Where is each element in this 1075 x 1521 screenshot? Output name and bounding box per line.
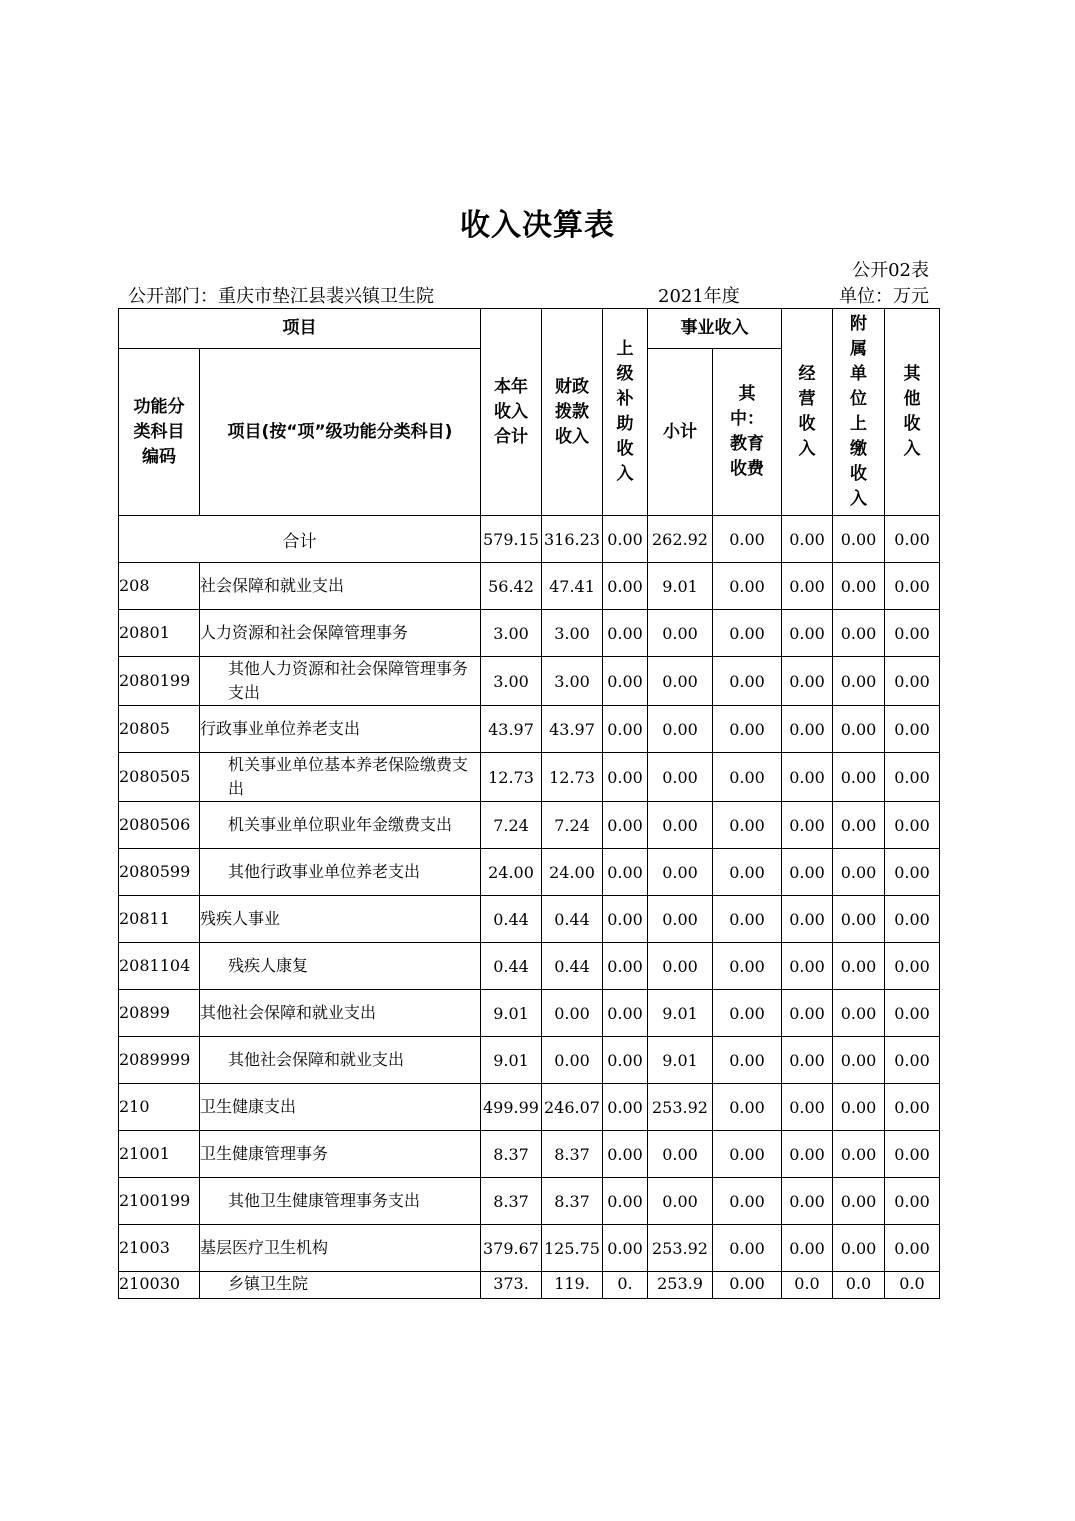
cell-upper: 0.00 <box>603 753 648 802</box>
cell-edu: 0.00 <box>713 802 782 849</box>
cell-subtotal: 0.00 <box>648 610 713 657</box>
cell-subtotal: 0.00 <box>648 706 713 753</box>
unit-label: 单位：万元 <box>839 286 929 307</box>
cell-total: 499.99 <box>481 1084 542 1131</box>
cell-subtotal: 0.00 <box>648 802 713 849</box>
cell-subtotal: 0.00 <box>648 1131 713 1178</box>
cell-affiliated: 0.00 <box>833 610 885 657</box>
cell-fiscal: 0.00 <box>542 990 603 1037</box>
table-row <box>119 610 940 657</box>
cell-operating: 0.00 <box>782 657 833 706</box>
cell-name: 其他社会保障和就业支出 <box>200 990 481 1037</box>
cell-fiscal: 3.00 <box>542 657 603 706</box>
cell-subtotal: 9.01 <box>648 563 713 610</box>
cell-subtotal: 262.92 <box>648 516 713 563</box>
cell-operating: 0.00 <box>782 1037 833 1084</box>
header-item: 项目 <box>119 309 481 349</box>
cell-other: 0.00 <box>885 1178 940 1225</box>
cell-name: 卫生健康管理事务 <box>200 1131 481 1178</box>
cell-upper: 0.00 <box>603 1225 648 1272</box>
cell-fiscal: 246.07 <box>542 1084 603 1131</box>
cell-upper: 0.00 <box>603 657 648 706</box>
table-row <box>119 657 940 706</box>
cell-other: 0.00 <box>885 753 940 802</box>
cell-operating: 0.00 <box>782 1131 833 1178</box>
cell-code: 2080599 <box>119 849 200 896</box>
cell-edu: 0.00 <box>713 1131 782 1178</box>
cell-edu: 0.00 <box>713 1272 782 1299</box>
total-label: 合计 <box>119 516 481 563</box>
cell-other: 0.00 <box>885 1037 940 1084</box>
cell-total: 373. <box>481 1272 542 1299</box>
cell-other: 0.00 <box>885 943 940 990</box>
table-row <box>119 943 940 990</box>
cell-edu: 0.00 <box>713 563 782 610</box>
header-business: 事业收入 <box>648 309 782 349</box>
cell-other: 0.00 <box>885 516 940 563</box>
cell-total: 8.37 <box>481 1131 542 1178</box>
cell-subtotal: 9.01 <box>648 1037 713 1084</box>
cell-code: 2089999 <box>119 1037 200 1084</box>
cell-other: 0.00 <box>885 610 940 657</box>
cell-code: 2081104 <box>119 943 200 990</box>
cell-other: 0.00 <box>885 1084 940 1131</box>
cell-name: 机关事业单位基本养老保险缴费支出 <box>200 753 481 802</box>
table-row <box>119 849 940 896</box>
cell-affiliated: 0.00 <box>833 1225 885 1272</box>
cell-upper: 0.00 <box>603 1178 648 1225</box>
cell-code: 21003 <box>119 1225 200 1272</box>
cell-fiscal: 12.73 <box>542 753 603 802</box>
cell-subtotal: 0.00 <box>648 849 713 896</box>
table-row <box>119 753 940 802</box>
cell-affiliated: 0.00 <box>833 943 885 990</box>
table-row <box>119 563 940 610</box>
cell-name: 残疾人康复 <box>200 943 481 990</box>
cell-code: 208 <box>119 563 200 610</box>
cell-upper: 0.00 <box>603 1131 648 1178</box>
cell-operating: 0.00 <box>782 1225 833 1272</box>
cell-edu: 0.00 <box>713 1225 782 1272</box>
cell-subtotal: 0.00 <box>648 896 713 943</box>
table-row <box>119 896 940 943</box>
cell-total: 56.42 <box>481 563 542 610</box>
cell-subtotal: 253.9 <box>648 1272 713 1299</box>
table-row <box>119 706 940 753</box>
cell-operating: 0.00 <box>782 753 833 802</box>
cell-other: 0.0 <box>885 1272 940 1299</box>
header-item-name: 项目(按“项”级功能分类科目) <box>200 349 481 516</box>
cell-total: 24.00 <box>481 849 542 896</box>
cell-total: 0.44 <box>481 943 542 990</box>
cell-operating: 0.00 <box>782 896 833 943</box>
cell-total: 3.00 <box>481 610 542 657</box>
cell-edu: 0.00 <box>713 753 782 802</box>
cell-upper: 0. <box>603 1272 648 1299</box>
cell-name: 行政事业单位养老支出 <box>200 706 481 753</box>
cell-code: 210030 <box>119 1272 200 1299</box>
cell-affiliated: 0.0 <box>833 1272 885 1299</box>
cell-name: 其他行政事业单位养老支出 <box>200 849 481 896</box>
table-row <box>119 990 940 1037</box>
header-fiscal: 财政拨款收入 <box>542 309 603 516</box>
table-row <box>119 1178 940 1225</box>
cell-operating: 0.00 <box>782 849 833 896</box>
cell-total: 9.01 <box>481 990 542 1037</box>
cell-affiliated: 0.00 <box>833 849 885 896</box>
cell-total: 579.15 <box>481 516 542 563</box>
cell-fiscal: 43.97 <box>542 706 603 753</box>
cell-fiscal: 0.00 <box>542 1037 603 1084</box>
cell-upper: 0.00 <box>603 563 648 610</box>
cell-code: 20805 <box>119 706 200 753</box>
header-upper: 上级补助收入 <box>603 309 648 516</box>
cell-edu: 0.00 <box>713 849 782 896</box>
cell-subtotal: 0.00 <box>648 943 713 990</box>
cell-operating: 0.00 <box>782 990 833 1037</box>
cell-code: 2080505 <box>119 753 200 802</box>
header-affiliated: 附属单位上缴收入 <box>833 309 885 516</box>
cell-affiliated: 0.00 <box>833 1178 885 1225</box>
cell-upper: 0.00 <box>603 610 648 657</box>
cell-code: 2080199 <box>119 657 200 706</box>
cell-other: 0.00 <box>885 1225 940 1272</box>
cell-operating: 0.00 <box>782 706 833 753</box>
cell-upper: 0.00 <box>603 1037 648 1084</box>
income-table <box>118 308 940 1299</box>
cell-fiscal: 3.00 <box>542 610 603 657</box>
cell-name: 其他卫生健康管理事务支出 <box>200 1178 481 1225</box>
header-edu: 其中：教育收费 <box>713 349 782 516</box>
form-number: 公开02表 <box>852 260 929 281</box>
cell-name: 其他人力资源和社会保障管理事务支出 <box>200 657 481 706</box>
cell-fiscal: 119. <box>542 1272 603 1299</box>
cell-operating: 0.00 <box>782 1084 833 1131</box>
cell-total: 0.44 <box>481 896 542 943</box>
cell-fiscal: 316.23 <box>542 516 603 563</box>
table-row <box>119 1131 940 1178</box>
cell-upper: 0.00 <box>603 1084 648 1131</box>
cell-name: 社会保障和就业支出 <box>200 563 481 610</box>
cell-fiscal: 7.24 <box>542 802 603 849</box>
cell-code: 20811 <box>119 896 200 943</box>
cell-subtotal: 0.00 <box>648 753 713 802</box>
header-operating: 经营收入 <box>782 309 833 516</box>
cell-edu: 0.00 <box>713 1037 782 1084</box>
cell-edu: 0.00 <box>713 990 782 1037</box>
header-other: 其他收入 <box>885 309 940 516</box>
cell-upper: 0.00 <box>603 990 648 1037</box>
cell-affiliated: 0.00 <box>833 563 885 610</box>
cell-fiscal: 125.75 <box>542 1225 603 1272</box>
cell-other: 0.00 <box>885 990 940 1037</box>
cell-affiliated: 0.00 <box>833 657 885 706</box>
cell-edu: 0.00 <box>713 657 782 706</box>
cell-total: 3.00 <box>481 657 542 706</box>
header-total: 本年收入合计 <box>481 309 542 516</box>
cell-other: 0.00 <box>885 896 940 943</box>
cell-affiliated: 0.00 <box>833 1131 885 1178</box>
cell-name: 其他社会保障和就业支出 <box>200 1037 481 1084</box>
cell-fiscal: 47.41 <box>542 563 603 610</box>
cell-affiliated: 0.00 <box>833 896 885 943</box>
cell-affiliated: 0.00 <box>833 516 885 563</box>
cell-other: 0.00 <box>885 849 940 896</box>
cell-affiliated: 0.00 <box>833 706 885 753</box>
header-subtotal: 小计 <box>648 349 713 516</box>
cell-edu: 0.00 <box>713 516 782 563</box>
cell-operating: 0.00 <box>782 563 833 610</box>
cell-code: 21001 <box>119 1131 200 1178</box>
cell-upper: 0.00 <box>603 849 648 896</box>
cell-affiliated: 0.00 <box>833 1037 885 1084</box>
cell-subtotal: 9.01 <box>648 990 713 1037</box>
header-func-code: 功能分类科目编码 <box>119 349 200 516</box>
cell-operating: 0.00 <box>782 516 833 563</box>
cell-operating: 0.0 <box>782 1272 833 1299</box>
cell-affiliated: 0.00 <box>833 990 885 1037</box>
cell-operating: 0.00 <box>782 943 833 990</box>
cell-code: 20899 <box>119 990 200 1037</box>
cell-fiscal: 0.44 <box>542 896 603 943</box>
cell-upper: 0.00 <box>603 802 648 849</box>
cell-name: 基层医疗卫生机构 <box>200 1225 481 1272</box>
cell-code: 2100199 <box>119 1178 200 1225</box>
table-row <box>119 802 940 849</box>
cell-fiscal: 0.44 <box>542 943 603 990</box>
cell-edu: 0.00 <box>713 1178 782 1225</box>
cell-other: 0.00 <box>885 657 940 706</box>
cell-name: 卫生健康支出 <box>200 1084 481 1131</box>
cell-fiscal: 24.00 <box>542 849 603 896</box>
cell-upper: 0.00 <box>603 943 648 990</box>
cell-name: 机关事业单位职业年金缴费支出 <box>200 802 481 849</box>
cell-operating: 0.00 <box>782 802 833 849</box>
cell-edu: 0.00 <box>713 1084 782 1131</box>
cell-name: 残疾人事业 <box>200 896 481 943</box>
page-title: 收入决算表 <box>460 208 615 243</box>
cell-total: 8.37 <box>481 1178 542 1225</box>
cell-other: 0.00 <box>885 802 940 849</box>
cell-total: 379.67 <box>481 1225 542 1272</box>
cell-name: 乡镇卫生院 <box>200 1272 481 1299</box>
cell-upper: 0.00 <box>603 896 648 943</box>
cell-name: 人力资源和社会保障管理事务 <box>200 610 481 657</box>
cell-upper: 0.00 <box>603 706 648 753</box>
cell-affiliated: 0.00 <box>833 1084 885 1131</box>
cell-code: 2080506 <box>119 802 200 849</box>
cell-affiliated: 0.00 <box>833 753 885 802</box>
table-row <box>119 1037 940 1084</box>
fiscal-year: 2021年度 <box>658 286 740 307</box>
cell-subtotal: 0.00 <box>648 657 713 706</box>
cell-edu: 0.00 <box>713 943 782 990</box>
cell-fiscal: 8.37 <box>542 1178 603 1225</box>
cell-other: 0.00 <box>885 563 940 610</box>
cell-edu: 0.00 <box>713 706 782 753</box>
cell-other: 0.00 <box>885 706 940 753</box>
cell-other: 0.00 <box>885 1131 940 1178</box>
table-row <box>119 1225 940 1272</box>
cell-edu: 0.00 <box>713 610 782 657</box>
cell-edu: 0.00 <box>713 896 782 943</box>
cell-fiscal: 8.37 <box>542 1131 603 1178</box>
department: 公开部门：重庆市垫江县裴兴镇卫生院 <box>128 286 434 307</box>
cell-affiliated: 0.00 <box>833 802 885 849</box>
cell-total: 43.97 <box>481 706 542 753</box>
cell-subtotal: 253.92 <box>648 1084 713 1131</box>
cell-total: 9.01 <box>481 1037 542 1084</box>
cell-subtotal: 253.92 <box>648 1225 713 1272</box>
cell-operating: 0.00 <box>782 1178 833 1225</box>
cell-upper: 0.00 <box>603 516 648 563</box>
total-row <box>119 516 940 563</box>
table-row <box>119 1272 940 1299</box>
cell-code: 210 <box>119 1084 200 1131</box>
cell-subtotal: 0.00 <box>648 1178 713 1225</box>
cell-total: 12.73 <box>481 753 542 802</box>
table-row <box>119 1084 940 1131</box>
cell-code: 20801 <box>119 610 200 657</box>
cell-total: 7.24 <box>481 802 542 849</box>
cell-operating: 0.00 <box>782 610 833 657</box>
